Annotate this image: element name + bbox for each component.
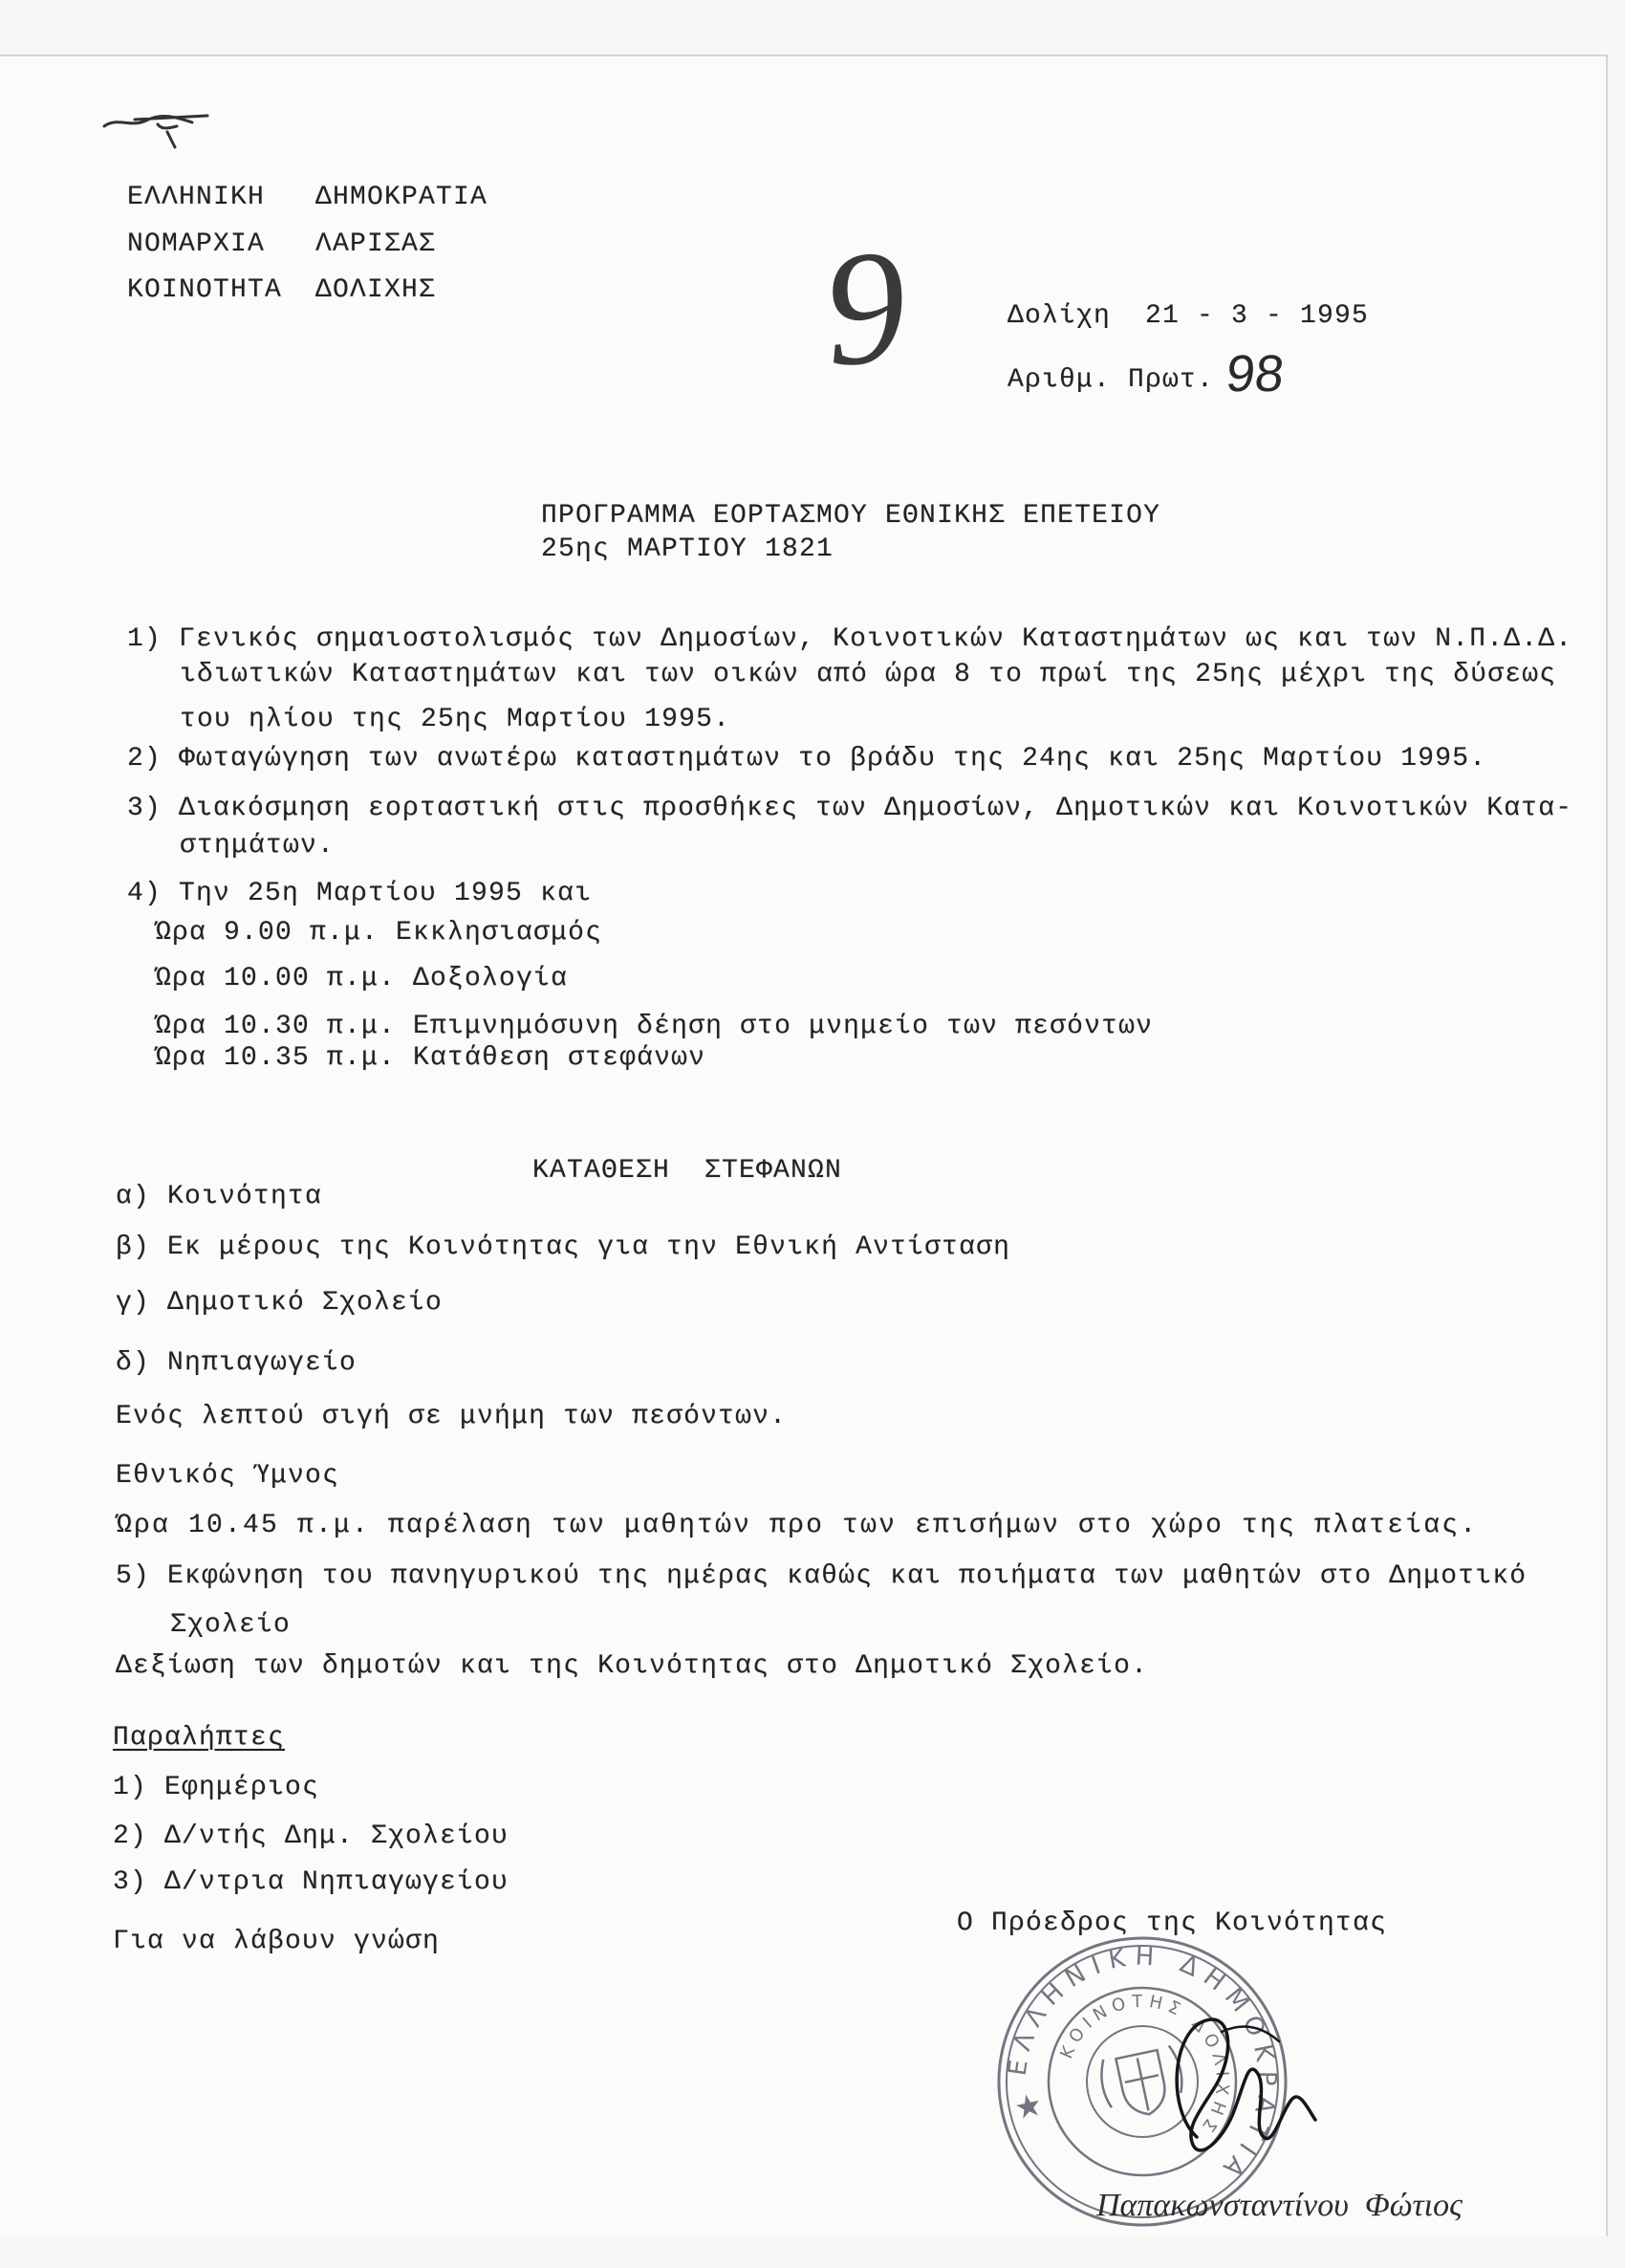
- document-title: ΠΡΟΓΡΑΜΜΑ ΕΟΡΤΑΣΜΟΥ ΕΘΝΙΚΗΣ ΕΠΕΤΕΙΟΥ: [541, 501, 1161, 531]
- header-community-label: ΚΟΙΝΟΤΗΤΑ: [127, 275, 283, 305]
- national-anthem: Εθνικός Ύμνος: [116, 1461, 340, 1491]
- item-3-line-1: 3) Διακόσμηση εορταστική στις προσθήκες των Δημοσίων, Δημοτικών και Κοινοτικών Κατα-: [127, 794, 1573, 823]
- recipients-note: Για να λάβουν γνώση: [113, 1927, 441, 1956]
- schedule-entry: Ώρα 10.35 π.μ. Κατάθεση στεφάνων: [155, 1043, 706, 1073]
- schedule-entry: Ώρα 10.30 π.μ. Επιμνημόσυνη δέηση στο μνημείο των πεσόντων: [155, 1012, 1154, 1041]
- item-4-intro: 4) Την 25η Μαρτίου 1995 και: [127, 879, 593, 908]
- header-republic: ΔΗΜΟΚΡΑΤΙΑ: [315, 183, 488, 212]
- wreath-list-item: α) Κοινότητα: [116, 1182, 323, 1211]
- recipients-heading: Παραλήπτες: [113, 1723, 286, 1753]
- signatory-title: Ο Πρόεδρος της Κοινότητας: [957, 1908, 1388, 1938]
- protocol-number-handwritten: 98: [1223, 345, 1288, 403]
- handwritten-signature: [1138, 1994, 1329, 2156]
- place-and-date: Δολίχη 21 - 3 - 1995: [1008, 301, 1370, 331]
- wreath-list-item: γ) Δημοτικό Σχολείο: [116, 1288, 444, 1318]
- pen-scribble-mark: [100, 105, 215, 163]
- stamp-inner-text: ΚΟΙΝΟΤΗΣ ΔΟΛΙΧΗΣ: [1056, 1991, 1233, 2140]
- wreath-list-item: β) Εκ μέρους της Κοινότητας για την Εθνική Αντίσταση: [116, 1232, 1011, 1262]
- parade-entry: Ώρα 10.45 π.μ. παρέλαση των μαθητών προ των επισήμων στο χώρο της πλατείας.: [116, 1511, 1479, 1540]
- handwritten-folio-mark: 9: [816, 214, 914, 402]
- stamp-star-icon: [1014, 2092, 1041, 2119]
- minute-of-silence: Ενός λεπτού σιγή σε μνήμη των πεσόντων.: [116, 1402, 788, 1431]
- item-1-line-1: 1) Γενικός σημαιοστολισμός των Δημοσίων, Κοινοτικών Καταστημάτων ως και των Ν.Π.Δ.Δ.: [127, 624, 1573, 654]
- item-5-line-1: 5) Εκφώνηση του πανηγυρικού της ημέρας καθώς και ποιήματα των μαθητών στο Δημοτικό: [116, 1561, 1528, 1591]
- recipient-item: 3) Δ/ντρια Νηπιαγωγείου: [113, 1867, 509, 1897]
- item-2: 2) Φωταγώγηση των ανωτέρω καταστημάτων το βράδυ της 24ης και 25ης Μαρτίου 1995.: [127, 744, 1487, 774]
- wreaths-heading: ΚΑΤΑΘΕΣΗ ΣΤΕΦΑΝΩΝ: [532, 1156, 843, 1186]
- item-1-line-2: ιδιωτικών Καταστημάτων και των οικών από ώρα 8 το πρωί της 25ης μέχρι της δύσεως: [180, 660, 1557, 689]
- document-subtitle: 25ης ΜΑΡΤΙΟΥ 1821: [541, 534, 834, 564]
- header-community-name: ΔΟΛΙΧΗΣ: [315, 275, 437, 305]
- item-1-line-3: του ηλίου της 25ης Μαρτίου 1995.: [180, 705, 731, 734]
- reception-entry: Δεξίωση των δημοτών και της Κοινότητας στο Δημοτικό Σχολείο.: [116, 1651, 1149, 1681]
- item-3-line-2: στημάτων.: [180, 831, 336, 861]
- header-prefecture-name: ΛΑΡΙΣΑΣ: [315, 229, 437, 259]
- protocol-number-label: Αριθμ. Πρωτ.: [1008, 365, 1215, 395]
- header-prefecture-label: ΝΟΜΑΡΧΙΑ: [127, 229, 266, 259]
- header-country: ΕΛΛΗΝΙΚΗ: [127, 183, 266, 212]
- signatory-name: Παπακωνσταντίνου Φώτιος: [1096, 2188, 1462, 2223]
- stamp-outer-text: ΕΛΛΗΝΙΚΗ ΔΗΜΟΚΡΑΤΙΑ: [1003, 1942, 1282, 2189]
- item-5-line-2: Σχολείο: [170, 1610, 292, 1640]
- recipient-item: 2) Δ/ντής Δημ. Σχολείου: [113, 1821, 509, 1851]
- wreath-list-item: δ) Νηπιαγωγείο: [116, 1348, 358, 1378]
- recipient-item: 1) Εφημέριος: [113, 1773, 320, 1802]
- schedule-entry: Ώρα 10.00 π.μ. Δοξολογία: [155, 964, 569, 993]
- schedule-entry: Ώρα 9.00 π.μ. Εκκλησιασμός: [155, 918, 603, 948]
